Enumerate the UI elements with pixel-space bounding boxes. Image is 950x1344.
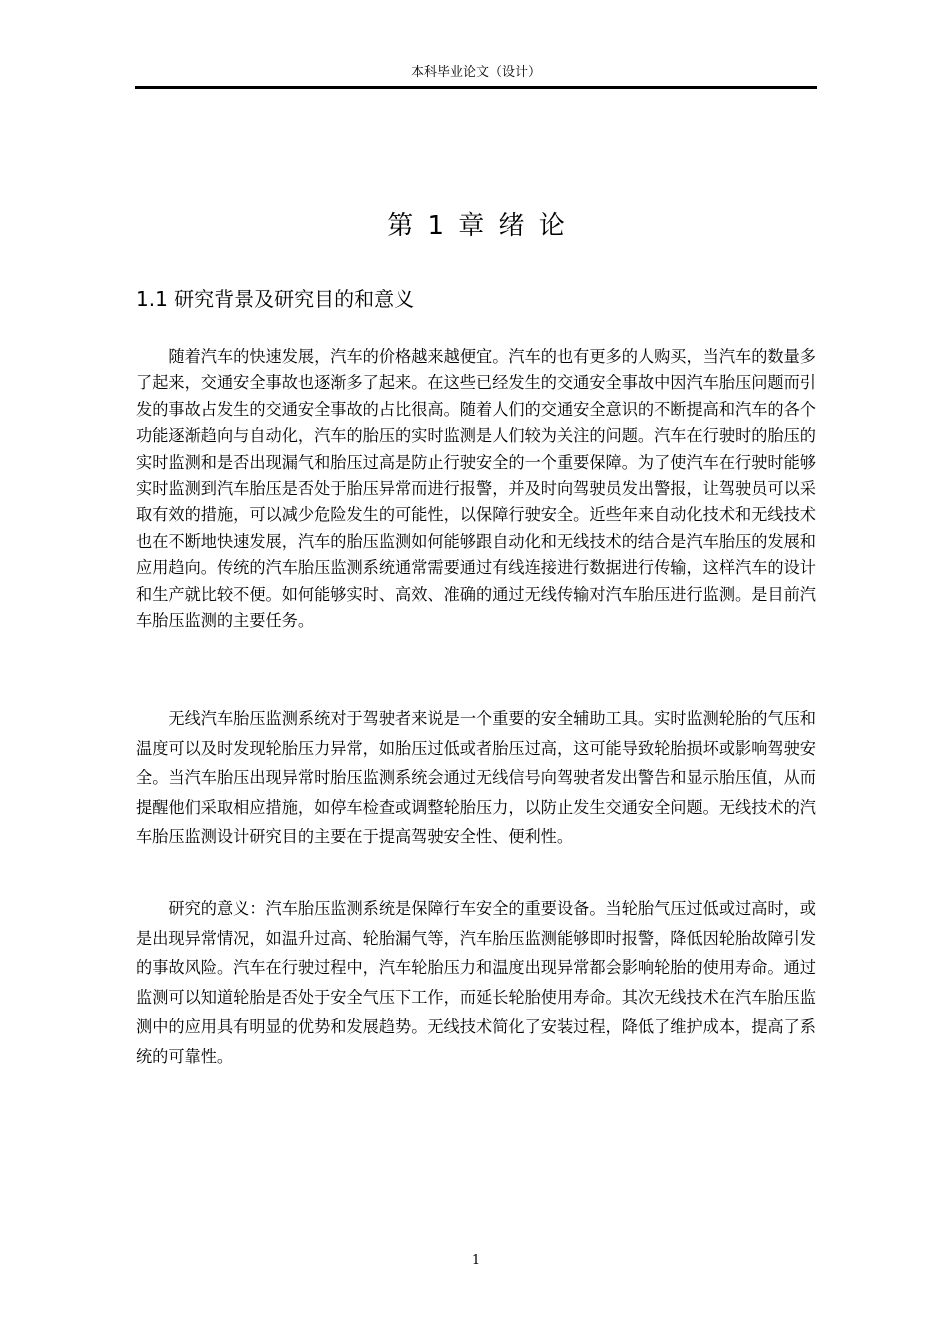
body-paragraph: 研究的意义：汽车胎压监测系统是保障行车安全的重要设备。当轮胎气压过低或过高时，或是出现异常情况，如温升过高、轮胎漏气等，汽车胎压监测能够即时报警，降低因轮胎故障引发的事故风险。汽车在行驶过程中，汽车轮胎压力和温度出现异常都会影响轮胎的使用寿命。通过监测可以知道轮胎是否处于安全气压下工作，而延长轮胎使用寿命。其次无线技术在汽车胎压监测中的应用具有明显的优势和发展趋势。无线技术简化了安装过程，降低了维护成本，提高了系统的可靠性。 bbox=[136, 899, 816, 1066]
page-number: 1 bbox=[471, 1253, 481, 1268]
page-header: 本科毕业论文（设计） bbox=[410, 65, 541, 80]
header-divider bbox=[135, 86, 817, 89]
section-title: 1.1 研究背景及研究目的和意义 bbox=[136, 287, 415, 311]
chapter-title: 第 1 章 绪 论 bbox=[387, 211, 565, 241]
body-paragraph: 随着汽车的快速发展，汽车的价格越来越便宜。汽车的也有更多的人购买，当汽车的数量多了起来，交通安全事故也逐渐多了起来。在这些已经发生的交通安全事故中因汽车胎压问题而引发的事故占发生的交通安全事故的占比很高。随着人们的交通安全意识的不断提高和汽车的各个功能逐渐趋向与自动化，汽车的胎压的实时监测是人们较为关注的问题。汽车在行驶时的胎压的实时监测和是否出现漏气和胎压过高是防止行驶安全的一个重要保障。为了使汽车在行驶时能够实时监测到汽车胎压是否处于胎压异常而进行报警，并及时向驾驶员发出警报，让驾驶员可以采取有效的措施，可以减少危险发生的可能性，以保障行驶安全。近些年来自动化技术和无线技术也在不断地快速发展，汽车的胎压监测如何能够跟自动化和无线技术的结合是汽车胎压的发展和应用趋向。传统的汽车胎压监测系统通常需要通过有线连接进行数据进行传输，这样汽车的设计和生产就比较不便。如何能够实时、高效、准确的通过无线传输对汽车胎压进行监测。是目前汽车胎压监测的主要任务。 bbox=[136, 347, 816, 631]
body-paragraph: 无线汽车胎压监测系统对于驾驶者来说是一个重要的安全辅助工具。实时监测轮胎的气压和温度可以及时发现轮胎压力异常，如胎压过低或者胎压过高，这可能导致轮胎损坏或影响驾驶安全。当汽车胎压出现异常时胎压监测系统会通过无线信号向驾驶者发出警告和显示胎压值，从而提醒他们采取相应措施，如停车检查或调整轮胎压力，以防止发生交通安全问题。无线技术的汽车胎压监测设计研究目的主要在于提高驾驶安全性、便利性。 bbox=[136, 709, 816, 846]
